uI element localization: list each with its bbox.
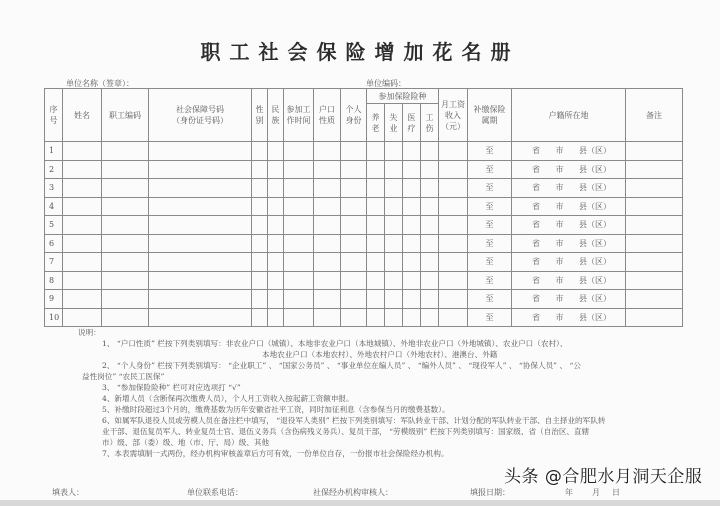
cell-hukou-location[interactable] [512,271,626,290]
cell-hukou-type[interactable] [314,271,341,290]
header-work-start: 参加工作时间 [284,89,314,142]
table-row [45,197,683,216]
province-label: 省 [532,275,540,285]
row-seq: 4 [45,197,63,216]
row-seq: 1 [45,142,63,161]
cell-hukou-type[interactable] [314,290,341,309]
header-back-pay-period: 补缴保险属期 [468,89,512,142]
cell-remarks[interactable] [626,160,683,179]
cell-remarks[interactable] [626,197,683,216]
header-hukou-type: 户口性质 [314,89,341,142]
cell-pension[interactable] [367,160,385,179]
cell-remarks[interactable] [626,308,683,327]
cell-back-pay-period[interactable] [468,290,512,309]
to-label: 至 [485,312,494,322]
cell-monthly-wage[interactable] [439,234,468,253]
province-label: 省 [532,238,540,248]
to-label: 至 [485,146,494,156]
cell-gender[interactable] [252,197,268,216]
cell-emp-code[interactable] [102,142,149,161]
province-label: 省 [532,312,540,322]
cell-back-pay-period[interactable] [468,271,512,290]
to-label: 至 [485,238,494,248]
date-label: 填报日期： [470,488,510,497]
note-6c: 市）级、部（委）级、地（市、厅、局）级、其他 [102,438,270,447]
cell-injury[interactable] [421,308,439,327]
cell-medical[interactable] [403,271,421,290]
cell-monthly-wage[interactable] [439,216,468,235]
cell-injury[interactable] [421,253,439,272]
cell-ssn[interactable] [149,271,252,290]
cell-identity[interactable] [341,253,367,272]
cell-remarks[interactable] [626,234,683,253]
note-7: 7、本表需填制一式两份，经办机构审核盖章后方可有效，一份单位自存，一份报市社会保险经办机构。 [102,449,449,458]
cell-remarks[interactable] [626,216,683,235]
row-seq: 8 [45,271,63,290]
form-title: 职工社会保险增加花名册 [200,40,520,64]
city-label: 市 [555,183,564,193]
cell-injury[interactable] [421,142,439,161]
cell-ethnicity[interactable] [268,197,284,216]
cell-back-pay-period[interactable] [468,142,512,161]
city-label: 市 [555,220,564,230]
table-row [45,234,683,253]
cell-name[interactable] [63,271,102,290]
county-label: 县（区） [579,201,611,211]
cell-ethnicity[interactable] [268,160,284,179]
cell-name[interactable] [63,216,102,235]
cell-remarks[interactable] [626,271,683,290]
cell-medical[interactable] [403,253,421,272]
cell-monthly-wage[interactable] [439,179,468,198]
header-pension: 养老 [367,104,385,142]
header-ssn-sub: （身份证号码） [172,116,228,125]
cell-ethnicity[interactable] [268,271,284,290]
cell-gender[interactable] [252,179,268,198]
cell-medical[interactable] [403,290,421,309]
cell-hukou-location[interactable] [512,308,626,327]
county-label: 县（区） [579,294,611,304]
header-remarks: 备注 [626,89,683,142]
header-medical: 医疗 [403,104,421,142]
header-injury: 工伤 [421,104,439,142]
cell-gender[interactable] [252,216,268,235]
cell-medical[interactable] [403,197,421,216]
city-label: 市 [555,275,564,285]
cell-remarks[interactable] [626,142,683,161]
cell-injury[interactable] [421,271,439,290]
header-insurance-group: 参加保险险种 [367,89,439,104]
cell-injury[interactable] [421,160,439,179]
cell-identity[interactable] [341,234,367,253]
table-row [45,179,683,198]
cell-medical[interactable] [403,216,421,235]
cell-back-pay-period[interactable] [468,160,512,179]
cell-injury[interactable] [421,234,439,253]
cell-work-start[interactable] [284,179,314,198]
cell-pension[interactable] [367,308,385,327]
row-seq: 9 [45,290,63,309]
cell-pension[interactable] [367,253,385,272]
row-seq: 5 [45,216,63,235]
cell-pension[interactable] [367,179,385,198]
cell-work-start[interactable] [284,271,314,290]
cell-back-pay-period[interactable] [468,308,512,327]
header-name: 姓名 [63,89,102,142]
cell-medical[interactable] [403,179,421,198]
cell-injury[interactable] [421,197,439,216]
cell-remarks[interactable] [626,253,683,272]
city-label: 市 [555,146,564,156]
county-label: 县（区） [579,275,611,285]
cell-monthly-wage[interactable] [439,160,468,179]
cell-identity[interactable] [341,308,367,327]
city-label: 市 [555,294,564,304]
cell-gender[interactable] [252,290,268,309]
table-row [45,271,683,290]
county-label: 县（区） [579,257,611,267]
roster-table [44,88,683,327]
cell-hukou-type[interactable] [314,253,341,272]
unit-phone-label: 单位联系电话： [187,488,243,497]
cell-medical[interactable] [403,142,421,161]
header-ssn [149,89,252,142]
cell-unemployment[interactable] [385,308,403,327]
cell-pension[interactable] [367,271,385,290]
row-seq: 7 [45,253,63,272]
cell-ssn[interactable] [149,160,252,179]
city-label: 市 [555,164,564,174]
cell-ssn[interactable] [149,253,252,272]
cell-identity[interactable] [341,197,367,216]
cell-work-start[interactable] [284,290,314,309]
county-label: 县（区） [579,312,611,322]
cell-monthly-wage[interactable] [439,142,468,161]
county-label: 县（区） [579,183,611,193]
cell-emp-code[interactable] [102,197,149,216]
to-label: 至 [485,275,494,285]
to-label: 至 [485,294,494,304]
cell-identity[interactable] [341,290,367,309]
cell-ethnicity[interactable] [268,253,284,272]
cell-hukou-location[interactable] [512,234,626,253]
instructions-heading: 说明： [78,328,101,337]
header-emp-code: 职工编码 [102,89,149,142]
cell-hukou-type[interactable] [314,216,341,235]
date-year: 年 [565,488,573,497]
to-label: 至 [485,257,494,267]
cell-name[interactable] [63,160,102,179]
cell-hukou-location[interactable] [512,216,626,235]
cell-pension[interactable] [367,290,385,309]
cell-name[interactable] [63,142,102,161]
table-row [45,216,683,235]
cell-unemployment[interactable] [385,160,403,179]
cell-emp-code[interactable] [102,179,149,198]
note-6a: 6、如属军队退役人员或劳模人员在备注栏中填写， “退役军人类别” 栏按下列类别填写：军队转业干部、计划分配的军队转业干部、自主择业的军队转 [102,416,606,425]
to-label: 至 [485,164,494,174]
province-label: 省 [532,257,540,267]
cell-identity[interactable] [341,271,367,290]
cell-monthly-wage[interactable] [439,308,468,327]
province-label: 省 [532,220,540,230]
note-1b: 本地农业户口（本地农村）、外地农村户口（外地农村）、港澳台、外籍 [262,350,498,359]
cell-ssn[interactable] [149,290,252,309]
row-seq: 10 [45,308,63,327]
date-month: 月 [592,488,600,497]
cell-ssn[interactable] [149,142,252,161]
cell-work-start[interactable] [284,253,314,272]
cell-monthly-wage[interactable] [439,253,468,272]
note-2a: 2、 “个人身份” 栏按下列类别填写： “企业职工” 、 “国家公务员” 、 “事业单位在编人员” 、 “编外人员” 、 “现役军人” 、 “协保人员” 、 “公 [102,361,581,370]
cell-monthly-wage[interactable] [439,197,468,216]
cell-emp-code[interactable] [102,290,149,309]
cell-gender[interactable] [252,234,268,253]
header-monthly-wage: 月工资收入（元） [439,89,468,142]
cell-gender[interactable] [252,271,268,290]
cell-ssn[interactable] [149,234,252,253]
header-unemployment: 失业 [385,104,403,142]
row-seq: 6 [45,234,63,253]
cell-hukou-location[interactable] [512,253,626,272]
county-label: 县（区） [579,238,611,248]
cell-gender[interactable] [252,308,268,327]
city-label: 市 [555,312,564,322]
cell-unemployment[interactable] [385,253,403,272]
cell-ssn[interactable] [149,216,252,235]
cell-unemployment[interactable] [385,290,403,309]
city-label: 市 [555,257,564,267]
cell-hukou-type[interactable] [314,308,341,327]
cell-ssn[interactable] [149,308,252,327]
table-row [45,253,683,272]
note-6b: 业干部、退伍复员军人、转业复员士官、退伍义务兵（含伤病残义务兵）、复员干部， “劳模级别” 栏按下列类别填写：国家级、省（自治区、直辖 [102,427,590,436]
cell-emp-code[interactable] [102,308,149,327]
date-day: 日 [612,488,620,497]
county-label: 县（区） [579,220,611,230]
unit-name-label: 单位名称（签章）： [66,79,134,88]
cell-hukou-type[interactable] [314,234,341,253]
note-3: 3、 “参加保险险种” 栏可对应选项打 “√” [102,383,241,392]
filler-label: 填表人： [52,488,84,497]
cell-emp-code[interactable] [102,216,149,235]
cell-hukou-location[interactable] [512,160,626,179]
cell-name[interactable] [63,179,102,198]
to-label: 至 [485,201,494,211]
cell-pension[interactable] [367,216,385,235]
cell-emp-code[interactable] [102,253,149,272]
cell-medical[interactable] [403,308,421,327]
cell-work-start[interactable] [284,197,314,216]
cell-hukou-location[interactable] [512,197,626,216]
cell-emp-code[interactable] [102,271,149,290]
cell-remarks[interactable] [626,179,683,198]
cell-emp-code[interactable] [102,160,149,179]
cell-unemployment[interactable] [385,271,403,290]
cell-pension[interactable] [367,142,385,161]
cell-injury[interactable] [421,216,439,235]
header-ssn-main: 社会保障号码 [176,105,224,114]
cell-work-start[interactable] [284,160,314,179]
cell-back-pay-period[interactable] [468,234,512,253]
cell-back-pay-period[interactable] [468,179,512,198]
cell-pension[interactable] [367,234,385,253]
cell-identity[interactable] [341,142,367,161]
cell-hukou-type[interactable] [314,160,341,179]
cell-unemployment[interactable] [385,142,403,161]
cell-work-start[interactable] [284,234,314,253]
table-row [45,308,683,327]
page-edge [0,500,720,506]
cell-unemployment[interactable] [385,216,403,235]
note-5: 5、补缴时段超过3个月的，缴费基数为历年安徽省社平工资，同时加征利息（含参保当月的缴费基数）。 [102,405,450,414]
cell-ssn[interactable] [149,179,252,198]
cell-unemployment[interactable] [385,197,403,216]
cell-identity[interactable] [341,216,367,235]
cell-work-start[interactable] [284,142,314,161]
cell-injury[interactable] [421,290,439,309]
cell-hukou-location[interactable] [512,142,626,161]
note-1a: 1、 “户口性质” 栏按下列类别填写：非农业户口（城镇）、本地非农业户口（本地城镇）、外地非农业户口（外地城镇）、农业户口（农村）、 [102,339,568,348]
cell-work-start[interactable] [284,216,314,235]
table-row [45,160,683,179]
cell-back-pay-period[interactable] [468,216,512,235]
cell-ethnicity[interactable] [268,179,284,198]
cell-medical[interactable] [403,234,421,253]
province-label: 省 [532,164,540,174]
cell-name[interactable] [63,234,102,253]
cell-hukou-type[interactable] [314,197,341,216]
header-seq: 序号 [45,89,63,142]
cell-pension[interactable] [367,197,385,216]
cell-identity[interactable] [341,179,367,198]
cell-monthly-wage[interactable] [439,290,468,309]
cell-ethnicity[interactable] [268,290,284,309]
cell-hukou-type[interactable] [314,142,341,161]
note-4: 4、新增人员（含断保再次缴费人员），个人月工资收入按起薪工资额申报。 [102,394,354,403]
to-label: 至 [485,183,494,193]
unit-code-label: 单位编码： [366,79,406,88]
cell-remarks[interactable] [626,290,683,309]
cell-ethnicity[interactable] [268,308,284,327]
cell-hukou-location[interactable] [512,179,626,198]
city-label: 市 [555,201,564,211]
header-gender: 性别 [252,89,268,142]
county-label: 县（区） [579,164,611,174]
cell-gender[interactable] [252,142,268,161]
cell-name[interactable] [63,197,102,216]
city-label: 市 [555,238,564,248]
cell-medical[interactable] [403,160,421,179]
cell-identity[interactable] [341,160,367,179]
cell-back-pay-period[interactable] [468,197,512,216]
cell-monthly-wage[interactable] [439,271,468,290]
table-row [45,290,683,309]
row-seq: 2 [45,160,63,179]
cell-injury[interactable] [421,179,439,198]
cell-back-pay-period[interactable] [468,253,512,272]
instructions [78,327,692,459]
row-seq: 3 [45,179,63,198]
header-identity: 个人身份 [341,89,367,142]
cell-ethnicity[interactable] [268,234,284,253]
header-ethnicity: 民族 [268,89,284,142]
header-hukou-location: 户籍所在地 [512,89,626,142]
watermark: 头条 @合肥水月洞天企服 [504,467,703,487]
cell-name[interactable] [63,308,102,327]
cell-unemployment[interactable] [385,234,403,253]
province-label: 省 [532,183,540,193]
table-row [45,142,683,161]
cell-name[interactable] [63,253,102,272]
cell-ssn[interactable] [149,197,252,216]
cell-hukou-type[interactable] [314,179,341,198]
cell-unemployment[interactable] [385,179,403,198]
cell-ethnicity[interactable] [268,142,284,161]
reviewer-label: 社保经办机构审核人： [313,488,393,497]
cell-emp-code[interactable] [102,234,149,253]
cell-ethnicity[interactable] [268,216,284,235]
cell-gender[interactable] [252,160,268,179]
cell-work-start[interactable] [284,308,314,327]
county-label: 县（区） [579,146,611,156]
to-label: 至 [485,220,494,230]
note-2b: 益性岗位” “农民工医保” [82,372,165,381]
cell-name[interactable] [63,290,102,309]
province-label: 省 [532,201,540,211]
province-label: 省 [532,294,540,304]
province-label: 省 [532,146,540,156]
cell-gender[interactable] [252,253,268,272]
cell-hukou-location[interactable] [512,290,626,309]
